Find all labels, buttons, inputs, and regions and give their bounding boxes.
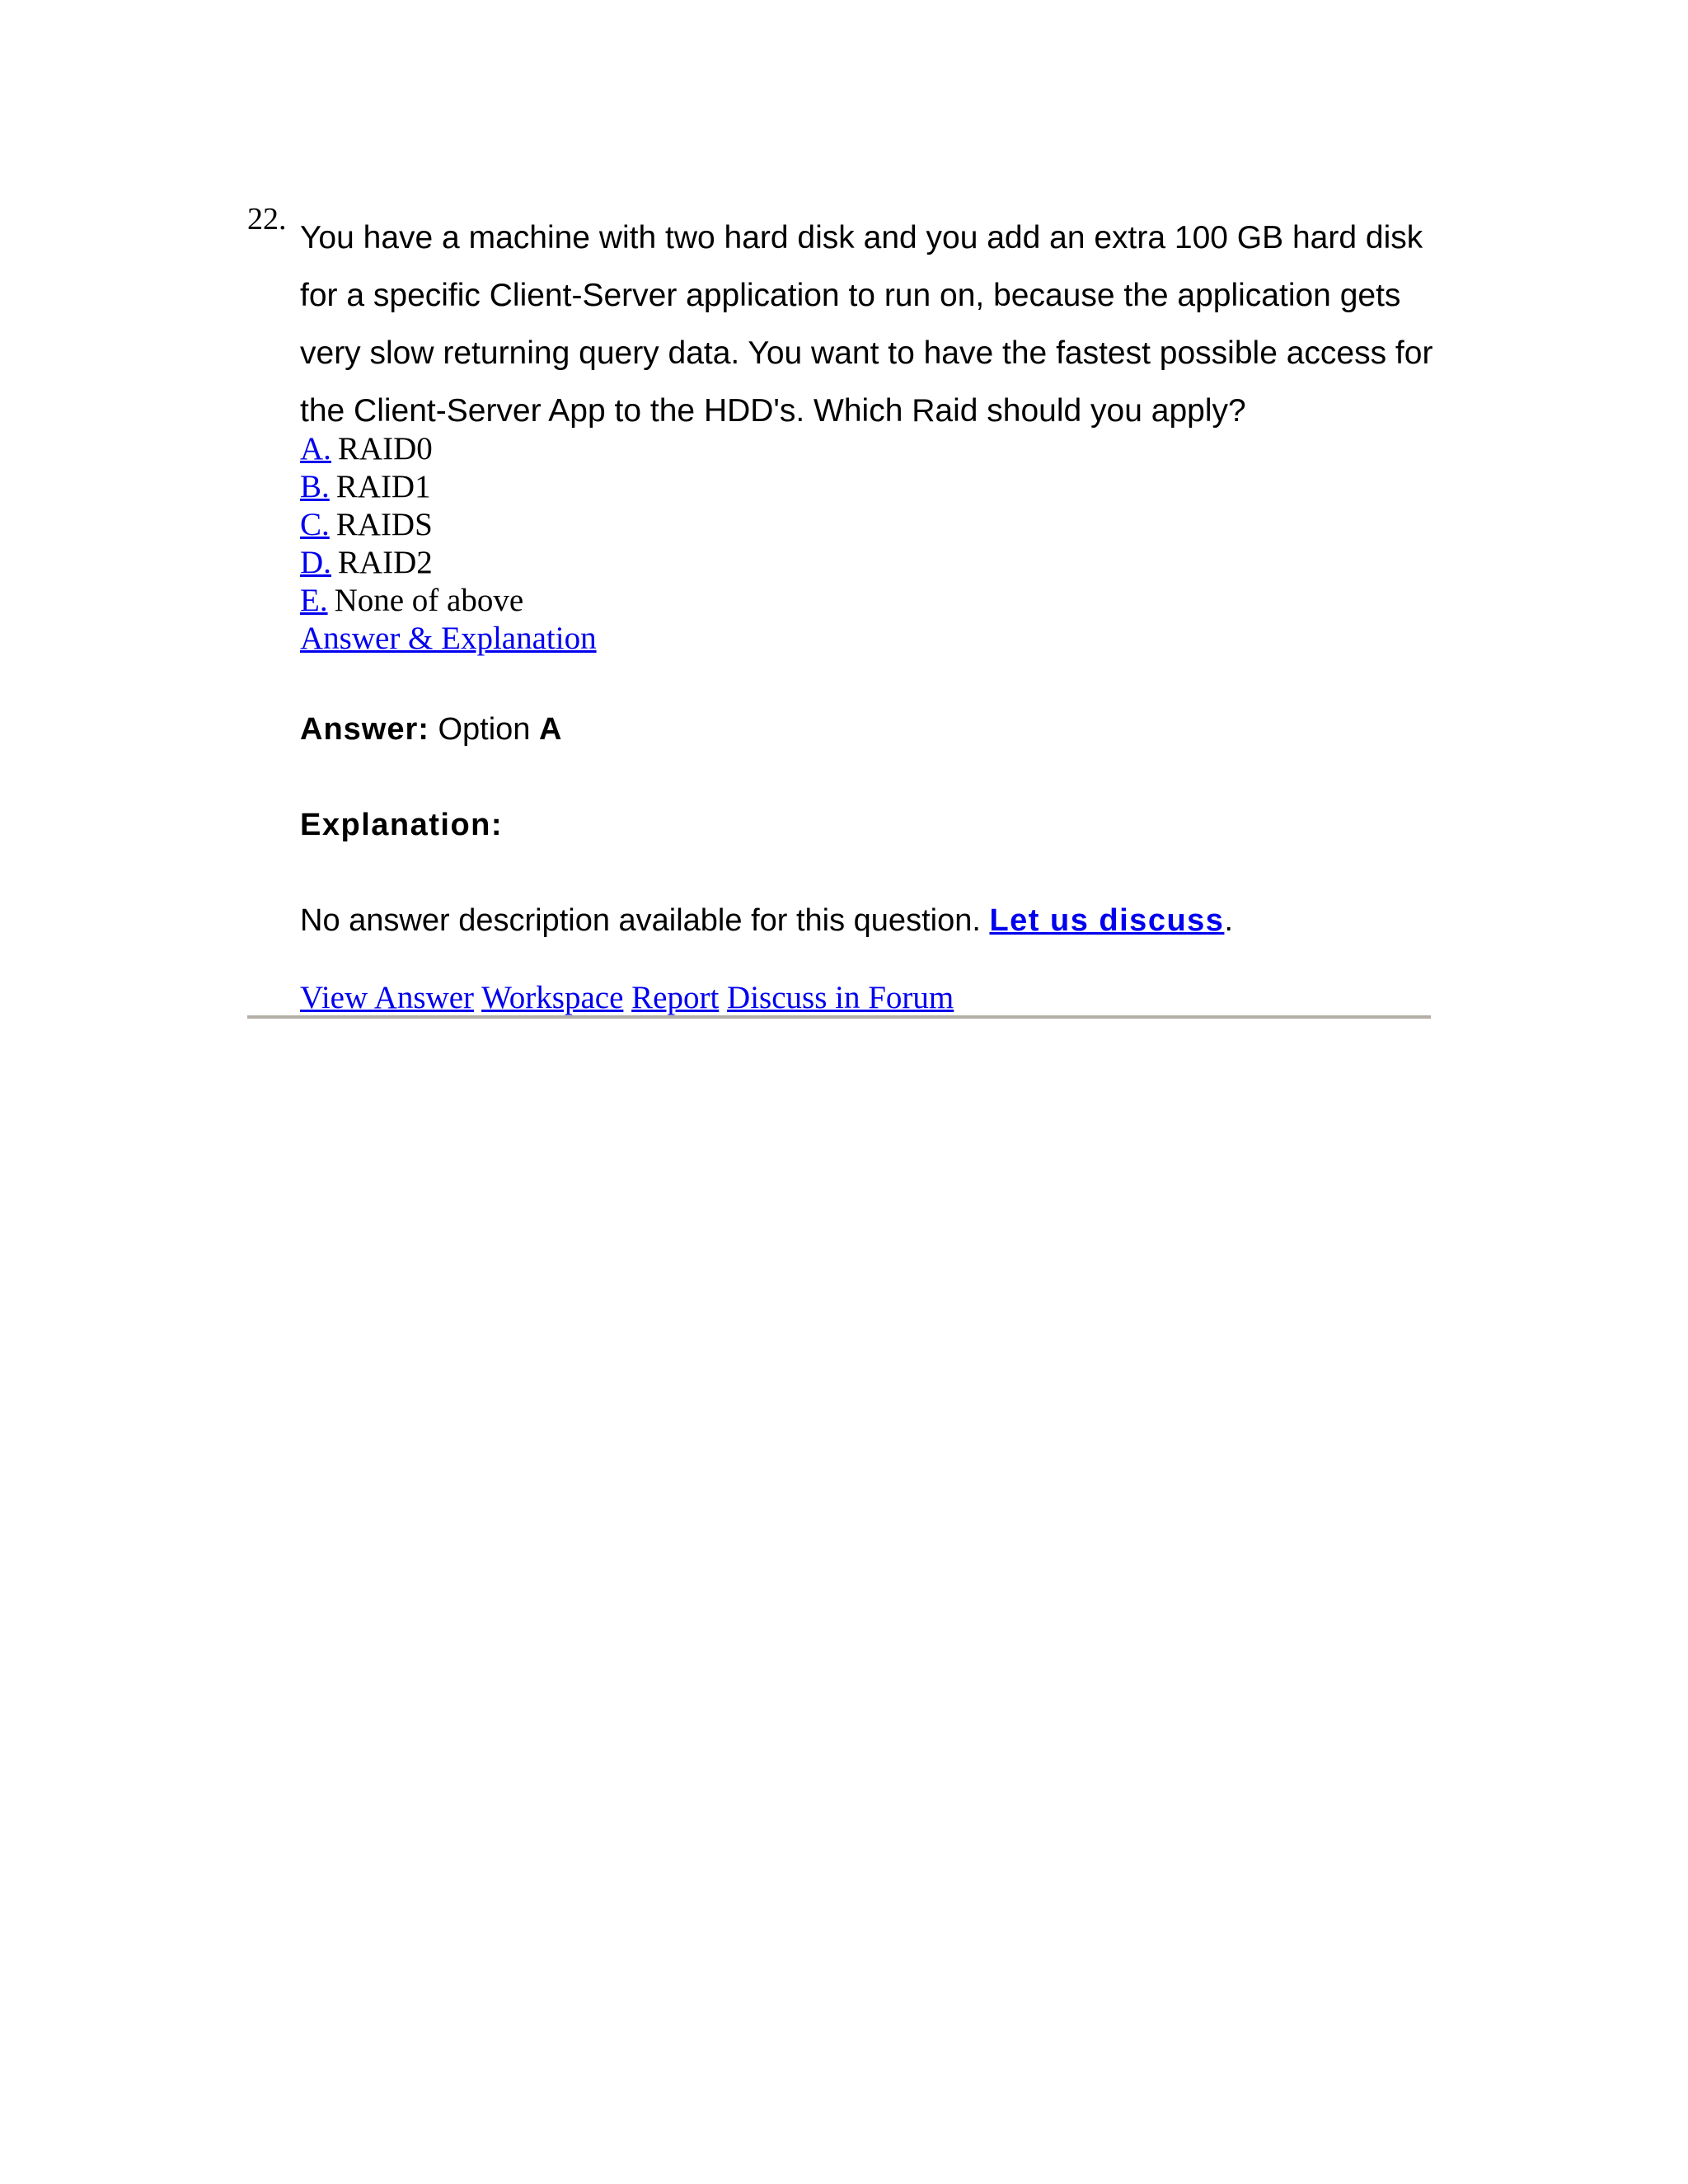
explanation-description: No answer description available for this question.	[300, 903, 981, 938]
explanation-suffix: .	[1224, 903, 1233, 938]
workspace-link[interactable]: Workspace	[481, 980, 624, 1015]
question-body	[300, 201, 1451, 1017]
option-d	[300, 544, 1451, 582]
report-link[interactable]: Report	[631, 980, 720, 1015]
answer-prefix: Option	[438, 712, 531, 747]
option-e-link[interactable]: E.	[300, 583, 328, 618]
option-e-text: None of above	[334, 583, 524, 618]
action-links	[300, 979, 1451, 1017]
explanation-text	[300, 902, 1451, 940]
option-c-link[interactable]: C.	[300, 507, 330, 542]
option-a-text: RAID0	[337, 431, 433, 466]
options-list	[300, 430, 1451, 658]
answer-explanation-link[interactable]: Answer & Explanation	[300, 621, 597, 656]
question-text: You have a machine with two hard disk and you add an extra 100 GB hard disk for a specific Client-Server application to run on, because the application gets very slow returning query data. You want to have the fastest possible access for the Client-Server App to the HDD's. Which Raid should you apply?	[300, 220, 1433, 429]
option-b	[300, 468, 1451, 506]
question-number: 22.	[247, 202, 287, 237]
option-c	[300, 506, 1451, 544]
option-c-text: RAIDS	[335, 507, 433, 542]
option-d-link[interactable]: D.	[300, 545, 331, 580]
answer-line	[300, 710, 1451, 748]
option-b-text: RAID1	[335, 469, 431, 504]
discuss-in-forum-link[interactable]: Discuss in Forum	[727, 980, 954, 1015]
divider	[247, 1015, 1431, 1019]
explanation-label: Explanation:	[300, 808, 504, 842]
answer-option: A	[539, 712, 562, 747]
option-e	[300, 582, 1451, 620]
answer-label: Answer:	[300, 712, 429, 747]
let-us-discuss-link[interactable]: Let us discuss	[989, 903, 1225, 938]
option-a-link[interactable]: A.	[300, 431, 331, 466]
option-d-text: RAID2	[337, 545, 433, 580]
option-b-link[interactable]: B.	[300, 469, 330, 504]
view-answer-link[interactable]: View Answer	[300, 980, 475, 1015]
